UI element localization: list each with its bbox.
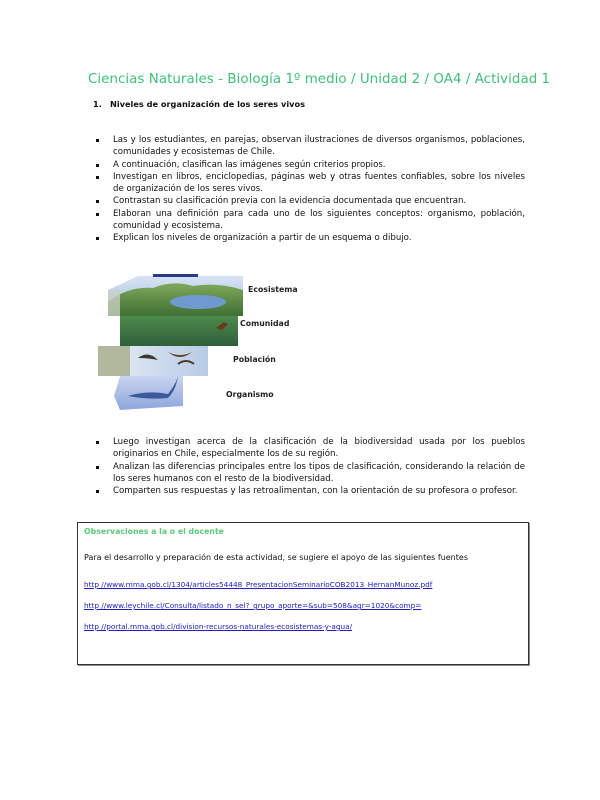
activity-list-1 bbox=[93, 134, 525, 245]
organization-levels-figure bbox=[98, 268, 318, 413]
section-title: Niveles de organización de los seres vivos bbox=[110, 99, 305, 109]
observations-intro: Para el desarrollo y preparación de esta actividad, se sugiere el apoyo de las siguientes fuentes bbox=[84, 553, 468, 562]
list-item: Elaboran una definición para cada uno de los siguientes conceptos: organismo, población, comunidad y ecosistema. bbox=[93, 208, 525, 233]
community-panel bbox=[120, 316, 238, 346]
activity-list-2 bbox=[93, 436, 525, 497]
teacher-observations-box bbox=[77, 522, 529, 665]
label-ecosistema: Ecosistema bbox=[248, 285, 298, 294]
list-item: Comparten sus respuestas y las retroalimentan, con la orientación de su profesora o profesor. bbox=[93, 485, 525, 497]
label-organismo: Organismo bbox=[226, 390, 274, 399]
list-item: Investigan en libros, enciclopedias, páginas web y otras fuentes confiables, sobre los niveles de organización de los seres vivos. bbox=[93, 171, 525, 196]
section-number: 1. bbox=[93, 99, 102, 109]
label-comunidad: Comunidad bbox=[240, 319, 290, 328]
list-item: A continuación, clasifican las imágenes según criterios propios. bbox=[93, 159, 525, 171]
section-heading bbox=[93, 99, 305, 109]
source-link-mma-presentation[interactable]: http //www.mma.gob.cl/1304/articles54448_PresentacionSeminarioCOB2013_HernanMunoz.pdf bbox=[84, 580, 433, 589]
list-item: Explican los niveles de organización a partir de un esquema o dibujo. bbox=[93, 232, 525, 244]
label-poblacion: Población bbox=[233, 355, 276, 364]
source-link-leychile[interactable]: http //www.leychile.cl/Consulta/listado_n_sel?_grupo_aporte=&sub=508&agr=1020&comp= bbox=[84, 601, 422, 610]
list-item: Luego investigan acerca de la clasificación de la biodiversidad usada por los pueblos originarios en Chile, especialmente los de su región. bbox=[93, 436, 525, 461]
page-title: Ciencias Naturales - Biología 1º medio / Unidad 2 / OA4 / Actividad 1 bbox=[88, 72, 551, 87]
observations-title: Observaciones a la o el docente bbox=[84, 527, 224, 536]
list-item: Contrastan su clasificación previa con la evidencia documentada que encuentran. bbox=[93, 195, 525, 207]
list-item: Las y los estudiantes, en parejas, observan ilustraciones de diversos organismos, poblaciones, comunidades y ecosistemas de Chile. bbox=[93, 134, 525, 159]
list-item: Analizan las diferencias principales entre los tipos de clasificación, considerando la relación de los seres humanos con el resto de la biodiversidad. bbox=[93, 461, 525, 486]
source-link-portal-mma[interactable]: http //portal.mma.gob.cl/division-recursos-naturales-ecosistemas-y-agua/ bbox=[84, 622, 353, 631]
